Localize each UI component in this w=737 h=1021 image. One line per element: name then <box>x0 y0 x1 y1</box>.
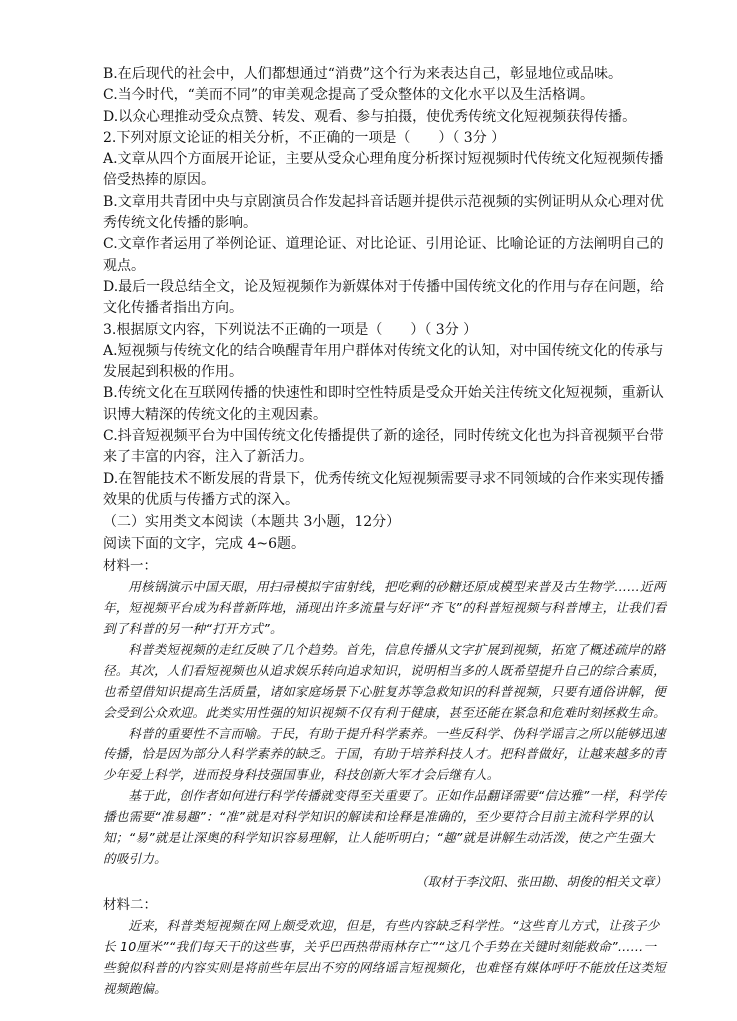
q2-option-a: A.文章从四个方面展开论证，主要从受众心理角度分析探讨短视频时代传统文化短视频传播倍受热捧的原因。 <box>103 151 664 189</box>
material-1-label: 材料一： <box>103 558 157 575</box>
material-1-paragraph: 用核锅演示中国天眼，用扫帚模拟宇宙射线，把吃剩的砂糖还原成模型来普及古生物学……近两年，短视频平台成为科普新阵地，涌现出许多流量与好评“齐飞”的科普短视频与科普博主，让我们看到了科普的另一种“打开方式”。 <box>103 579 667 637</box>
q1-option-c: C.当今时代，“美而不同”的审美观念提高了受众整体的文化水平以及生活格调。 <box>103 87 594 104</box>
q3-option-c: C.抖音短视频平台为中国传统文化传播提供了新的途径，同时传统文化也为抖音视频平台带来了丰富的内容，注入了新活力。 <box>103 428 664 466</box>
q3-option-b: B.传统文化在互联网传播的快速性和即时空性特质是受众开始关注传统文化短视频，重新认识博大精深的传统文化的主观因素。 <box>103 385 664 423</box>
q2-option-c: C.文章作者运用了举例论证、道理论证、对比论证、引用论证、比喻论证的方法阐明自己的观点。 <box>103 236 664 274</box>
section-2-instruction: 阅读下面的文字，完成 4~6题。 <box>103 536 305 553</box>
section-2-heading: （二）实用类文本阅读（本题共 3小题，12分） <box>103 514 401 531</box>
q3-option-d: D.在智能技术不断发展的背景下，优秀传统文化短视频需要寻求不同领域的合作来实现传播效果的优质与传播方式的深入。 <box>103 470 665 508</box>
material-2-paragraph: 近来，科普类短视频在网上颇受欢迎，但是，有些内容缺乏科学性。“这些育儿方式，让孩子少长 10厘米”“我们每天干的这些事，关乎巴西热带雨林存亡”“这几个手势在关键时刻能救命”……一些貌似科普的内容实则是将前些年层出不穷的网络谣言短视频化，也难怪有媒体呼吁不能放任这类短视频跑偏。 <box>103 917 666 996</box>
material-2-label: 材料二： <box>103 896 157 913</box>
question-1-options <box>103 64 667 128</box>
question-3 <box>103 320 667 512</box>
material-1-source: （取材于李汶阳、张田勘、胡俊的相关文章） <box>415 873 667 889</box>
q1-option-b: B.在后现代的社会中，人们都想通过“消费”这个行为来表达自己，彰显地位或品味。 <box>103 66 623 82</box>
q2-option-d: D.最后一段总结全文，论及短视频作为新媒体对于传播中国传统文化的作用与存在问题，给文化传播者指出方向。 <box>103 278 665 317</box>
material-1-paragraph: 科普的重要性不言而喻。于民，有助于提升科学素养。一些反科学、伪科学谣言之所以能够迅速传播，恰是因为部分人科学素养的缺乏。于国，有助于培养科技人才。把科普做好，让越来越多的青少年爱上科学，进而投身科技强国事业，科技创新大军才会后继有人。 <box>103 725 666 783</box>
q2-option-b: B.文章用共青团中央与京剧演员合作发起抖音话题并提供示范视频的实例证明从众心理对优秀传统文化传播的影响。 <box>103 193 664 232</box>
section-2 <box>103 511 667 555</box>
material-1 <box>103 555 667 894</box>
q2-stem: 2.下列对原文论证的相关分析，不正确的一项是（ ）（ 3分 ） <box>103 129 506 146</box>
question-2 <box>103 128 667 320</box>
q1-option-d: D.以众心理推动受众点赞、转发、观看、参与拍摄，使优秀传统文化短视频获得传播。 <box>103 108 637 125</box>
q3-stem: 3.根据原文内容，下列说法不正确的一项是（ ）（ 3分 ） <box>103 321 478 338</box>
q3-option-a: A.短视频与传统文化的结合唤醒青年用户群体对传统文化的认知，对中国传统文化的传承与发展起到积极的作用。 <box>103 342 664 381</box>
material-1-paragraph: 基于此，创作者如何进行科学传播就变得至关重要了。正如作品翻译需要“信达雅”一样，科学传播也需要“准易趣”：“准”就是对科学知识的解读和诠释是准确的，至少要符合目前主流科学界的认知；“易”就是让深奥的科学知识容易理解，让人能听明白；“趣”就是讲解生动活泼，使之产生强大的吸引力。 <box>103 788 667 867</box>
material-1-paragraph: 科普类短视频的走红反映了几个趋势。首先，信息传播从文字扩展到视频，拓宽了概述疏岸的路径。其次，人们看短视频也从追求娱乐转向追求知识，说明相当多的人既希望提升自己的综合素质，也希望借知识提高生活质量，诸如家庭场景下心脏复苏等急救知识的科普视频，只要有通俗讲解，便会受到公众欢迎。此类实用性强的知识视频不仅有利于健康，甚至还能在紧急和危难时刻拯救生命。 <box>103 641 666 720</box>
material-2 <box>103 894 667 1000</box>
